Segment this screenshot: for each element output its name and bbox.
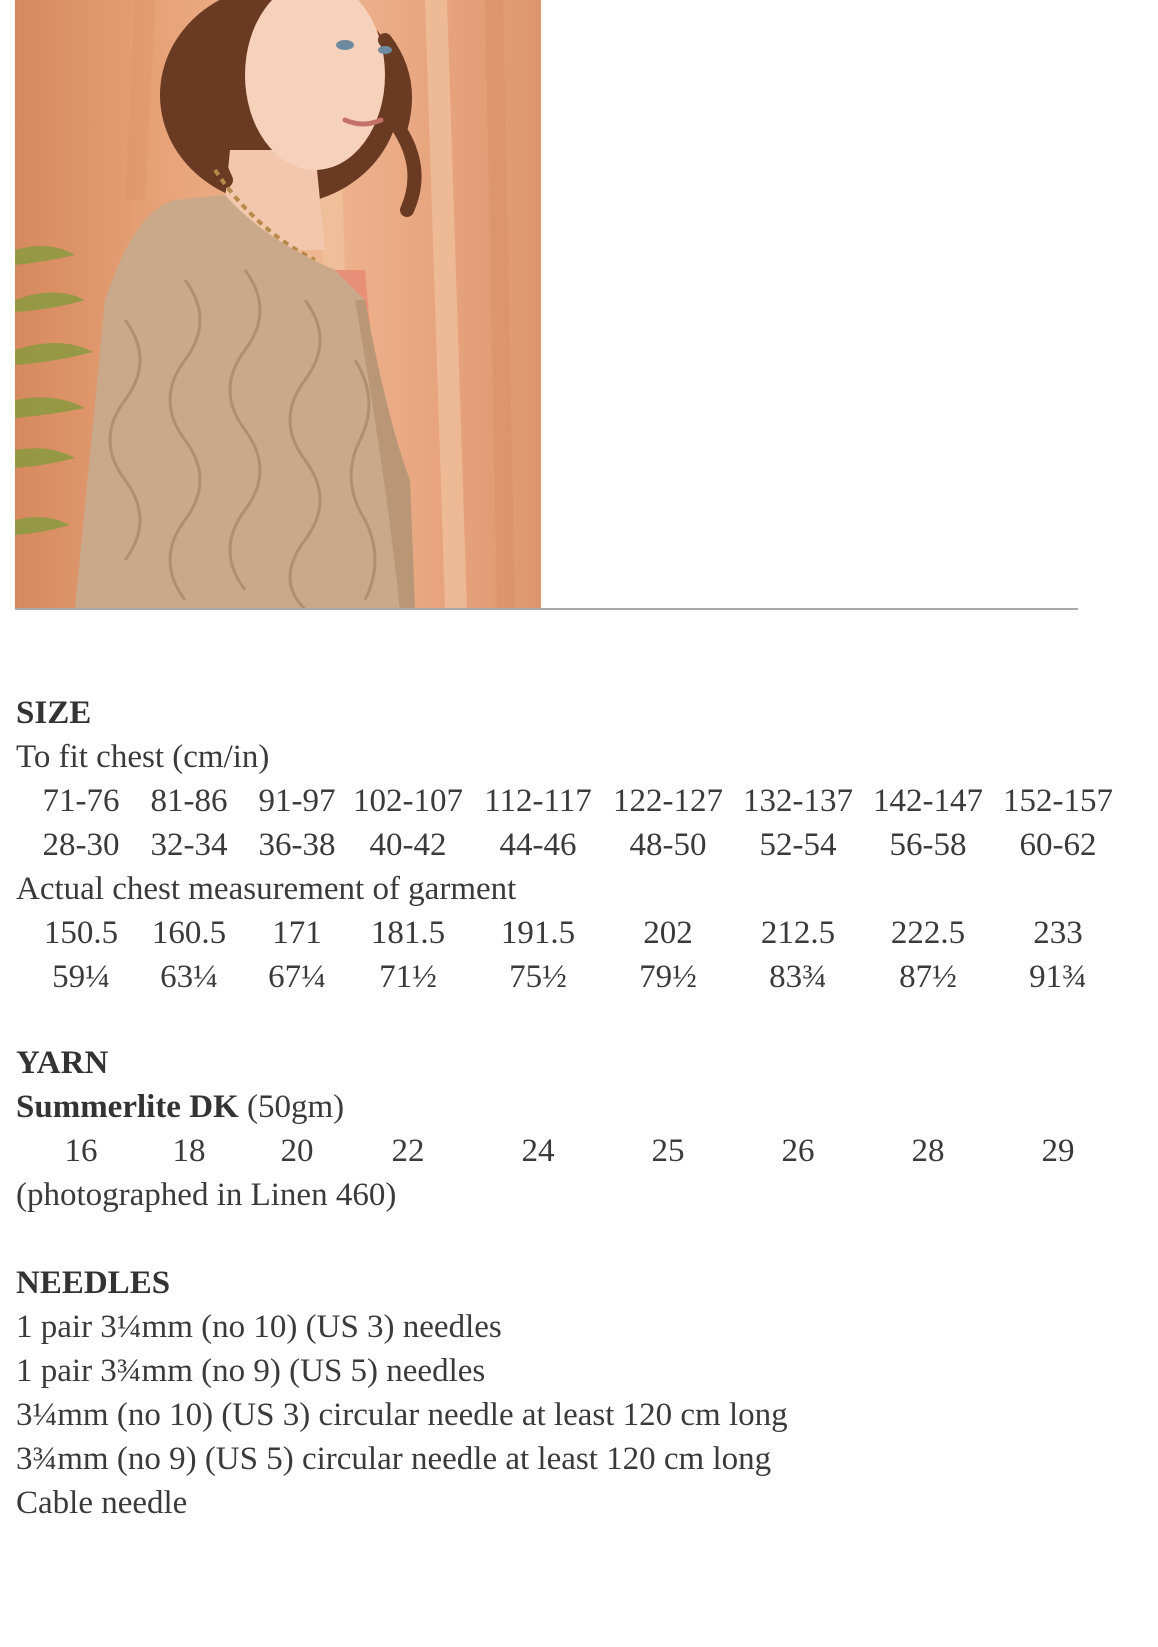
model-illustration	[15, 0, 541, 609]
table-cell: 56-58	[889, 827, 967, 863]
table-cell: 87½	[899, 959, 957, 995]
table-cell: 59¼	[52, 959, 110, 995]
table-cell: 18	[172, 1133, 206, 1169]
table-cell: 122-127	[613, 783, 723, 819]
list-item: 1 pair 3¼mm (no 10) (US 3) needles	[16, 1309, 502, 1345]
table-cell: 63¼	[160, 959, 218, 995]
table-cell: 16	[64, 1133, 98, 1169]
table-cell: 28	[911, 1133, 945, 1169]
table-cell: 71½	[379, 959, 437, 995]
size-heading: SIZE	[16, 695, 92, 731]
table-cell: 152-157	[1003, 783, 1113, 819]
table-cell: 40-42	[369, 827, 447, 863]
table-cell: 132-137	[743, 783, 853, 819]
fit-chest-label: To fit chest (cm/in)	[16, 739, 270, 775]
yarn-weight: (50gm)	[246, 1089, 345, 1125]
table-cell: 20	[280, 1133, 314, 1169]
table-cell: 71-76	[42, 783, 120, 819]
table-cell: 75½	[509, 959, 567, 995]
table-cell: 81-86	[150, 783, 228, 819]
table-cell: 181.5	[370, 915, 446, 951]
table-cell: 44-46	[499, 827, 577, 863]
table-cell: 171	[272, 915, 322, 951]
table-cell: 202	[643, 915, 693, 951]
needles-heading: NEEDLES	[16, 1265, 171, 1301]
table-cell: 28-30	[42, 827, 120, 863]
table-cell: 83¾	[769, 959, 827, 995]
yarn-note: (photographed in Linen 460)	[16, 1177, 397, 1213]
yarn-heading: YARN	[16, 1045, 109, 1081]
actual-chest-label: Actual chest measurement of garment	[16, 871, 517, 907]
table-cell: 24	[521, 1133, 555, 1169]
fit-cm-row	[16, 781, 1116, 821]
pattern-photo	[15, 0, 541, 609]
table-cell: 191.5	[500, 915, 576, 951]
table-cell: 91¾	[1029, 959, 1087, 995]
yarn-name-line	[16, 1087, 344, 1127]
table-cell: 222.5	[890, 915, 966, 951]
table-cell: 36-38	[258, 827, 336, 863]
table-cell: 60-62	[1019, 827, 1097, 863]
table-cell: 79½	[639, 959, 697, 995]
table-cell: 112-117	[484, 783, 592, 819]
table-cell: 26	[781, 1133, 815, 1169]
table-cell: 32-34	[150, 827, 228, 863]
divider-line	[15, 608, 1078, 610]
list-item: 3¼mm (no 10) (US 3) circular needle at least 120 cm long	[16, 1397, 788, 1433]
actual-cm-row	[16, 913, 1116, 953]
list-item: Cable needle	[16, 1485, 188, 1521]
yarn-balls-row	[16, 1131, 1116, 1171]
table-cell: 29	[1041, 1133, 1075, 1169]
list-item: 1 pair 3¾mm (no 9) (US 5) needles	[16, 1353, 486, 1389]
table-cell: 102-107	[353, 783, 463, 819]
table-cell: 22	[391, 1133, 425, 1169]
table-cell: 142-147	[873, 783, 983, 819]
table-cell: 67¼	[268, 959, 326, 995]
table-cell: 48-50	[629, 827, 707, 863]
actual-in-row	[16, 957, 1116, 997]
table-cell: 233	[1033, 915, 1083, 951]
list-item: 3¾mm (no 9) (US 5) circular needle at least 120 cm long	[16, 1441, 772, 1477]
table-cell: 212.5	[760, 915, 836, 951]
yarn-name: Summerlite DK	[16, 1089, 239, 1125]
table-cell: 52-54	[759, 827, 837, 863]
table-cell: 91-97	[258, 783, 336, 819]
table-cell: 150.5	[43, 915, 119, 951]
table-cell: 160.5	[151, 915, 227, 951]
table-cell: 25	[651, 1133, 685, 1169]
fit-in-row	[16, 825, 1116, 865]
